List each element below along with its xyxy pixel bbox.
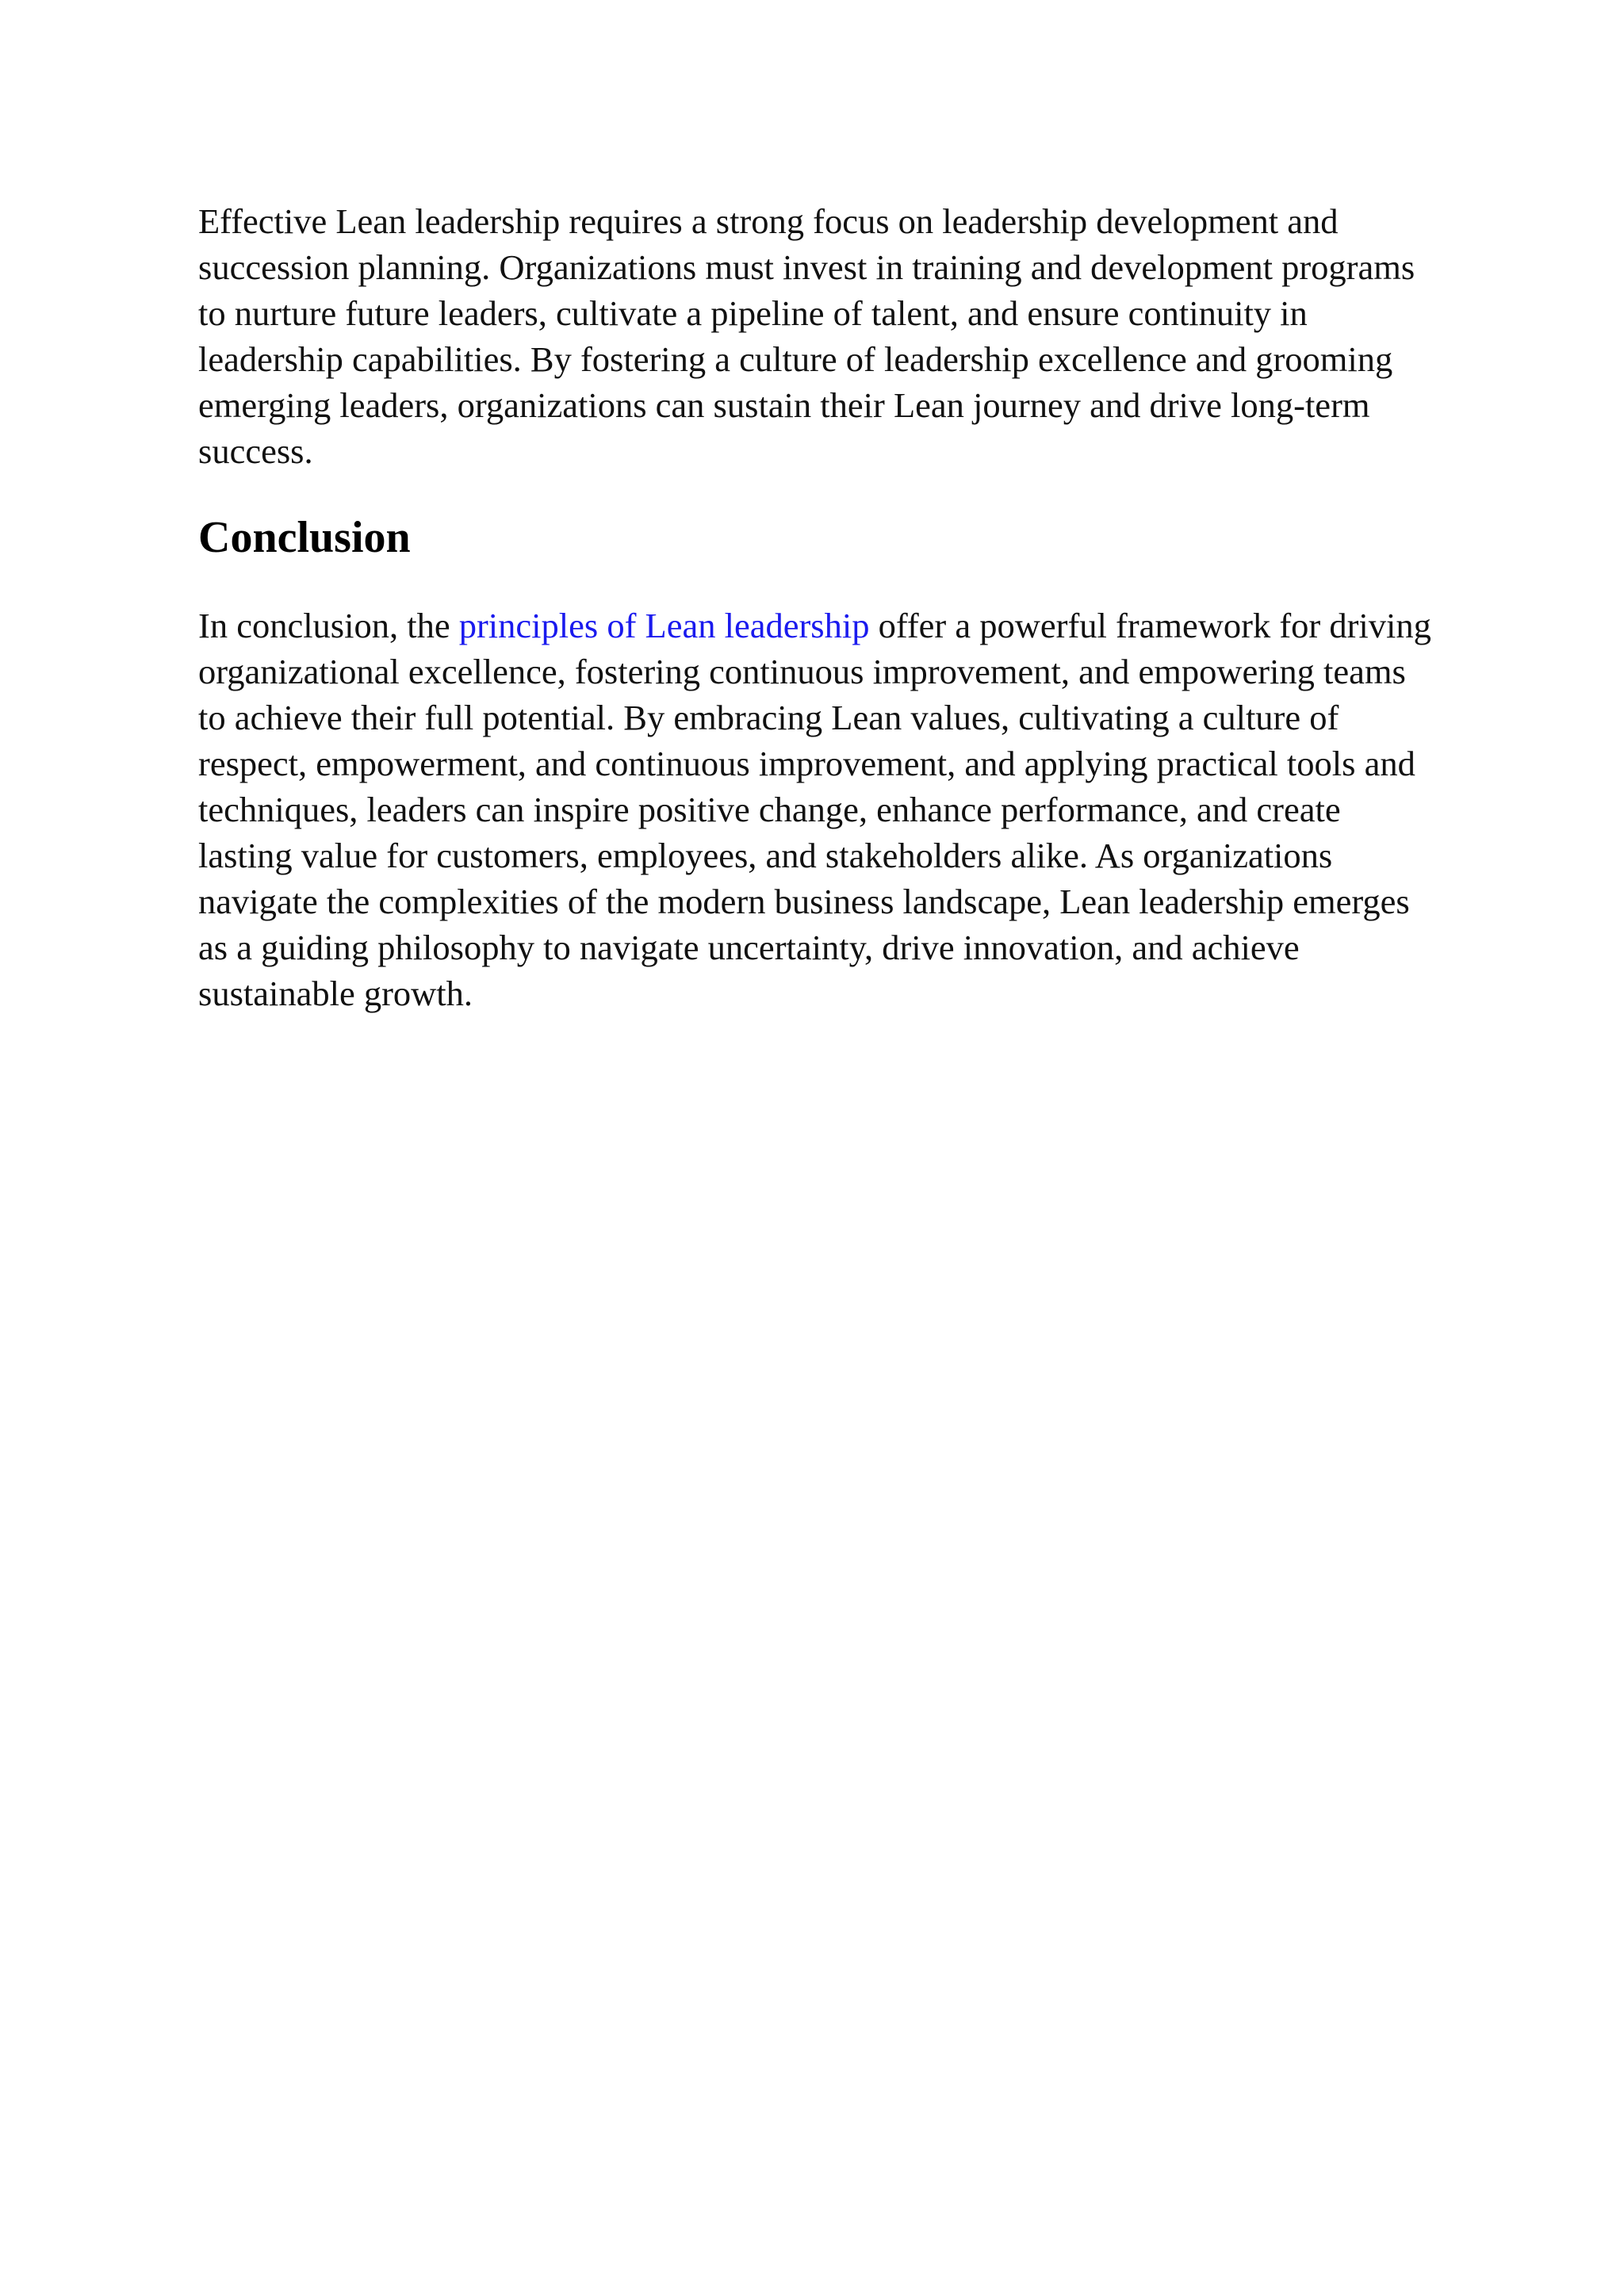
conclusion-paragraph [198,603,1435,1016]
leadership-development-paragraph: Effective Lean leadership requires a strong focus on leadership development and succession planning. Organizations must invest in training and development programs to nurture future leaders, cultivate a pipeline of talent, and ensure continuity in leadership capabilities. By fostering a culture of leadership excellence and grooming emerging leaders, organizations can sustain their Lean journey and drive long-term success. [198,201,1415,471]
conclusion-text-after-link: offer a powerful framework for driving organizational excellence, fostering continuous improvement, and empowering teams to achieve their full potential. By embracing Lean values, cultivating a culture of respect, empowerment, and continuous improvement, and applying practical tools and techniques, leaders can inspire positive change, enhance performance, and create lasting value for customers, employees, and stakeholders alike. As organizations navigate the complexities of the modern business landscape, Lean leadership emerges as a guiding philosophy to navigate uncertainty, drive innovation, and achieve sustainable growth. [198,606,1431,1013]
document-body [198,198,1435,1016]
conclusion-heading: Conclusion [198,513,411,562]
lean-leadership-principles-link[interactable]: principles of Lean leadership [458,606,870,645]
conclusion-text-before-link: In conclusion, the [198,606,459,645]
